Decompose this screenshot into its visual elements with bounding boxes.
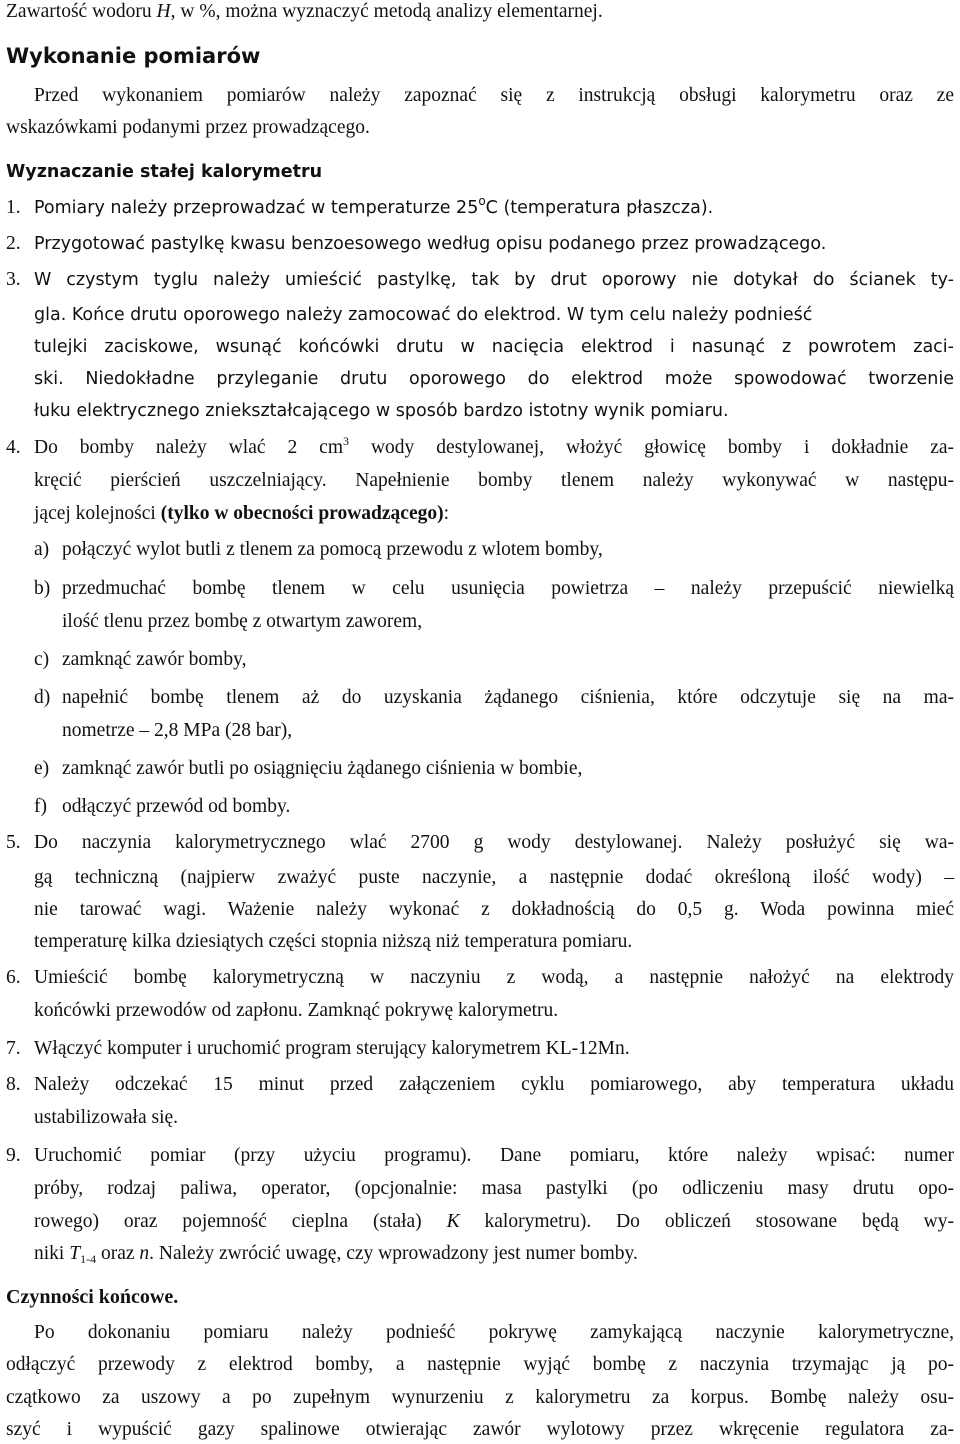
list-item-line: Włączyć komputer i uruchomić program sterujący kalorymetrem KL-12Mn. <box>34 1038 630 1059</box>
list-number: 3. <box>6 269 21 290</box>
sublist-item: połączyć wylot butli z tlenem za pomocą przewodu z wlotem bomby, <box>62 539 603 560</box>
sublist-label: d) <box>34 687 51 708</box>
sublist-item: ilość tlenu przez bombę z otwartym zaworem, <box>62 611 423 632</box>
list-item-line: niki $T_{1-4}$ oraz n. Należy zwrócić uwagę, czy wprowadzony jest numer bomby. <box>34 1243 638 1266</box>
sublist-label: c) <box>34 649 50 670</box>
list-number: 8. <box>6 1074 21 1095</box>
list-item: Pomiary należy przeprowadzać w temperaturze 25$^o$C (temperatura płaszcza). <box>34 194 714 218</box>
list-item-line: gla. Końce drutu oporowego należy zamocować do elektrod. W tym celu należy podnieść <box>34 305 813 325</box>
sublist-item: przedmuchać bombę tlenem w celu usunięcia powietrza – należy przepuścić niewielką <box>62 578 954 599</box>
sublist-label: e) <box>34 758 50 779</box>
symbol-h: H <box>156 1 171 22</box>
list-item-line: kręcić pierścień uszczelniający. Napełnienie bomby tlenem należy wykonywać w następu- <box>34 470 954 491</box>
sublist-item: napełnić bombę tlenem aż do uzyskania żądanego ciśnienia, które odczytuje się na ma- <box>62 687 954 708</box>
list-item-line: Do bomby należy wlać 2 $cm^3$ wody destylowanej, włożyć głowicę bomby i dokładnie za- <box>34 434 955 458</box>
sublist-item: zamknąć zawór butli po osiągnięciu żądanego ciśnienia w bombie, <box>62 758 583 779</box>
sublist-label: b) <box>34 578 51 599</box>
list-item-line: Uruchomić pomiar (przy użyciu programu). Dane pomiaru, które należy wpisać: numer <box>34 1145 954 1166</box>
sublist-item: nometrze – 2,8 MPa (28 bar), <box>62 720 293 741</box>
list-number: 1. <box>6 197 21 218</box>
sublist-item: zamknąć zawór bomby, <box>62 649 247 670</box>
heading-wykonanie: Wykonanie pomiarów <box>6 44 261 68</box>
paragraph-line: wskazówkami podanymi przez prowadzącego. <box>6 117 370 138</box>
list-item-line: nie tarować wagi. Ważenie należy wykonać z dokładnością do 0,5 g. Woda powinna mieć <box>34 899 954 920</box>
list-item-line: temperaturę kilka dziesiątych części stopnia niższą niż temperatura pomiaru. <box>34 931 633 952</box>
list-item-line: Umieścić bombę kalorymetryczną w naczyniu z wodą, a następnie nałożyć na elektrody <box>34 967 954 988</box>
sublist-label: f) <box>34 796 47 817</box>
list-item-line: jącej kolejności (tylko w obecności prowadzącego): <box>34 503 450 524</box>
paragraph-line: Przed wykonaniem pomiarów należy zapoznać się z instrukcją obsługi kalorymetru oraz ze <box>34 85 954 106</box>
list-number: 7. <box>6 1038 21 1059</box>
paragraph-line: odłączyć przewody z elektrod bomby, a następnie wyjąć bombę z naczynia trzymając ją po- <box>6 1354 954 1375</box>
intro-text-end: , w %, można wyznaczyć metodą analizy elementarnej. <box>170 1 603 22</box>
list-item-line: Do naczynia kalorymetrycznego wlać 2700 g wody destylowanej. Należy posłużyć się wa- <box>34 832 954 853</box>
list-item-line: końcówki przewodów od zapłonu. Zamknąć pokrywę kalorymetru. <box>34 1000 559 1021</box>
paragraph-line: szyć i wypuścić gazy spalinowe otwierając zawór wylotowy przez wkręcenie regulatora za- <box>6 1419 954 1440</box>
paragraph-line: czątkowo za uszowy a po zupełnym wynurzeniu z kalorymetru za korpus. Bombę należy osu- <box>6 1387 954 1408</box>
list-item-line: tulejki zaciskowe, wsunąć końcówki drutu w nacięcia elektrod i nasunąć z powrotem zaci- <box>34 337 954 357</box>
list-number: 4. <box>6 437 21 458</box>
list-number: 2. <box>6 233 21 254</box>
intro-line <box>6 0 954 24</box>
emphasis-bold: (tylko w obecności prowadzącego) <box>160 503 444 524</box>
list-item-line: próby, rodzaj paliwa, operator, (opcjonalnie: masa pastylki (po odliczeniu masy drutu opo- <box>34 1178 954 1199</box>
list-number: 9. <box>6 1145 21 1166</box>
list-item-line: gą techniczną (najpierw zważyć puste naczynie, a następnie dodać określoną ilość wody) – <box>34 867 954 888</box>
list-item-line: ustabilizowała się. <box>34 1107 179 1128</box>
list-item-line: W czystym tyglu należy umieścić pastylkę, tak by drut oporowy nie dotykał do ścianek ty- <box>34 270 954 290</box>
heading-czynnosci-koncowe: Czynności końcowe. <box>6 1286 179 1308</box>
list-item: Przygotować pastylkę kwasu benzoesowego według opisu podanego przez prowadzącego. <box>34 234 827 254</box>
symbol-k: K <box>446 1211 460 1232</box>
symbol-n: n <box>139 1243 150 1264</box>
heading-stala-kalorymetru: Wyznaczanie stałej kalorymetru <box>6 162 323 182</box>
paragraph-line: Po dokonaniu pomiaru należy podnieść pokrywę zamykającą naczynie kalorymetryczne, <box>34 1322 954 1343</box>
intro-text: Zawartość wodoru <box>6 1 157 22</box>
sublist-item: odłączyć przewód od bomby. <box>62 796 291 817</box>
sublist-label: a) <box>34 539 50 560</box>
list-item-line: ski. Niedokładne przyleganie drutu oporowego do elektrod może spowodować tworzenie <box>34 369 954 389</box>
list-item-line: łuku elektrycznego zniekształcającego w sposób bardzo istotny wynik pomiaru. <box>34 401 729 421</box>
list-number: 6. <box>6 967 21 988</box>
list-item-line: rowego) oraz pojemność cieplna (stała) K kalorymetru). Do obliczeń stosowane będą wy- <box>34 1211 954 1232</box>
list-item-line: Należy odczekać 15 minut przed załączeniem cyklu pomiarowego, aby temperatura układu <box>34 1074 954 1095</box>
list-number: 5. <box>6 832 21 853</box>
symbol-t: T <box>69 1243 81 1264</box>
